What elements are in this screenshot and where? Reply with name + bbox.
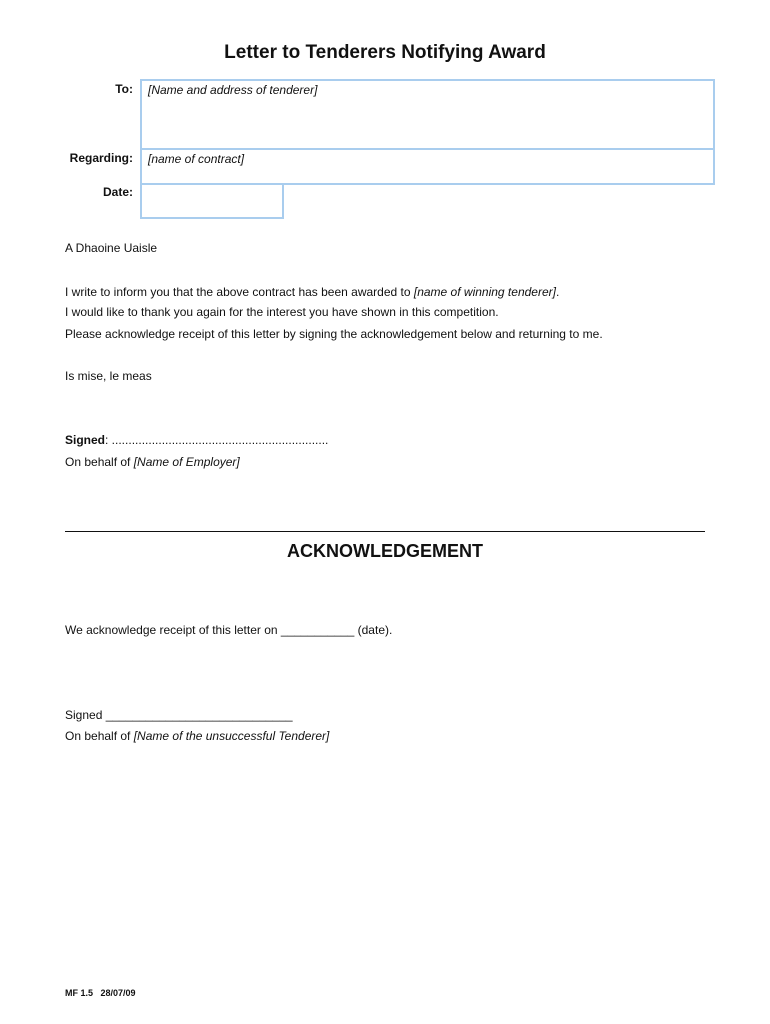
paragraph-thanks: I would like to thank you again for the interest you have shown in this competition. bbox=[65, 305, 499, 319]
regarding-field-value: [name of contract] bbox=[148, 152, 245, 166]
winning-tenderer-placeholder: [name of winning tenderer] bbox=[413, 285, 556, 299]
to-label: To: bbox=[115, 82, 133, 96]
signed-label: Signed bbox=[65, 433, 106, 447]
paragraph-award-end: . bbox=[555, 285, 560, 299]
closing: Is mise, le meas bbox=[65, 369, 152, 383]
tenderer-placeholder: [Name of the unsuccessful Tenderer] bbox=[133, 729, 330, 743]
on-behalf-employer bbox=[65, 455, 240, 469]
regarding-label: Regarding: bbox=[69, 151, 133, 165]
section-divider bbox=[65, 531, 705, 532]
page-title: Letter to Tenderers Notifying Award bbox=[224, 42, 546, 63]
regarding-field[interactable] bbox=[140, 148, 715, 185]
signed-dots: : ................................................................. bbox=[105, 433, 329, 447]
acknowledgement-receipt: We acknowledge receipt of this letter on ___________ (date). bbox=[65, 623, 393, 637]
signature-line bbox=[65, 433, 328, 447]
on-behalf-tenderer bbox=[65, 729, 329, 743]
acknowledgement-heading: ACKNOWLEDGEMENT bbox=[287, 541, 483, 561]
paragraph-award-text: I write to inform you that the above contract has been awarded to bbox=[65, 285, 414, 299]
date-label: Date: bbox=[102, 185, 133, 199]
footer-code: MF 1.5 28/07/09 bbox=[65, 988, 136, 998]
to-field-value: [Name and address of tenderer] bbox=[148, 83, 318, 97]
paragraph-acknowledge: Please acknowledge receipt of this letter by signing the acknowledgement below and returning to me. bbox=[65, 327, 603, 341]
employer-placeholder: [Name of Employer] bbox=[133, 455, 240, 469]
date-field-value bbox=[142, 185, 282, 189]
date-field[interactable] bbox=[140, 183, 284, 219]
to-field[interactable] bbox=[140, 79, 715, 150]
on-behalf-prefix: On behalf of bbox=[65, 455, 134, 469]
paragraph-award bbox=[65, 285, 559, 299]
acknowledgement-signed: Signed ____________________________ bbox=[65, 708, 293, 722]
salutation: A Dhaoine Uaisle bbox=[65, 241, 158, 255]
on-behalf-tenderer-prefix: On behalf of bbox=[65, 729, 134, 743]
